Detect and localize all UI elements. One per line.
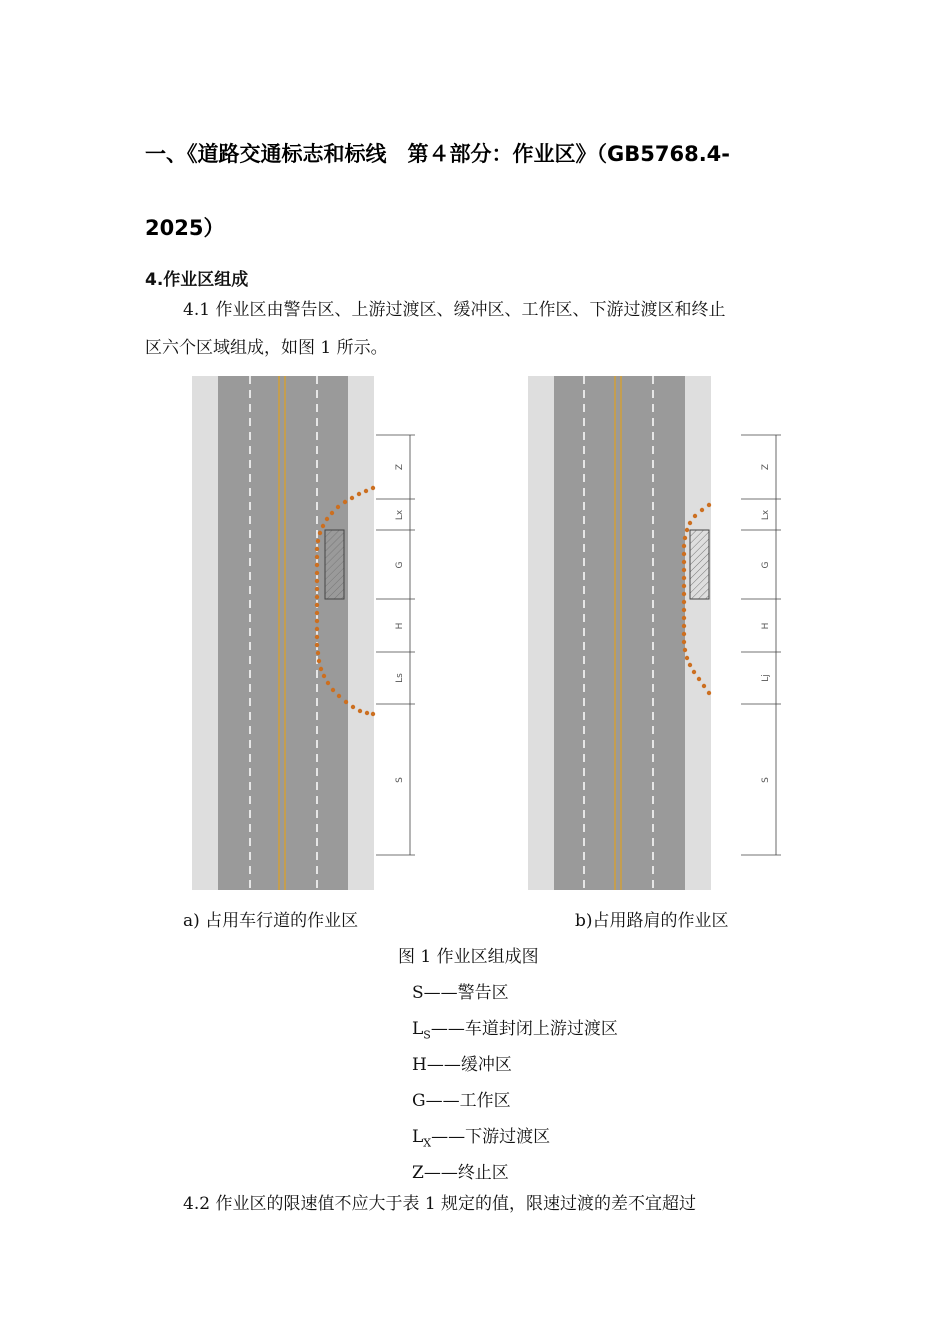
legend-item: $L_X——$下游过渡区 — [412, 1127, 551, 1150]
dim-label-g: G — [761, 561, 771, 569]
dim-label-z: Z — [395, 463, 405, 471]
right-shoulder — [685, 376, 711, 890]
section-title: 4.作业区组成 — [145, 270, 249, 290]
dim-label-lj: Lj — [761, 674, 771, 682]
right-shoulder — [348, 376, 374, 890]
page-heading-line2: 2025） — [145, 216, 225, 240]
page-heading-line1: 一、《道路交通标志和标线 第４部分：作业区》（GB5768.4- — [145, 142, 730, 166]
dimension-labels — [761, 464, 771, 783]
caption-diagram-a: a) 占用车行道的作业区 — [183, 911, 359, 931]
dim-label-h: H — [395, 622, 405, 630]
dimension-lines — [741, 435, 781, 855]
diagram-shoulder-work-zone — [526, 375, 786, 891]
paragraph-4-1-line2: 区六个区域组成，如图 1 所示。 — [145, 338, 388, 358]
legend-item: Z——终止区 — [412, 1163, 509, 1183]
paragraph-4-2-line1: 4.2 作业区的限速值不应大于表 1 规定的值，限速过渡的差不宜超过 — [183, 1194, 697, 1214]
dim-label-ls: Ls — [395, 673, 405, 683]
dim-label-g: G — [395, 561, 405, 569]
dim-label-s: S — [395, 777, 405, 783]
legend-item: H——缓冲区 — [412, 1055, 512, 1075]
dim-label-h: H — [761, 622, 771, 630]
legend-item: $L_S——$车道封闭上游过渡区 — [412, 1019, 618, 1042]
figure-title: 图 1 作业区组成图 — [398, 947, 539, 967]
legend-item: S——警告区 — [412, 983, 509, 1003]
left-shoulder — [192, 376, 218, 890]
dim-label-z: Z — [761, 463, 771, 471]
dimension-lines — [376, 435, 415, 855]
work-area-box — [325, 530, 344, 599]
left-shoulder — [528, 376, 554, 890]
road-surface — [218, 376, 348, 890]
dim-label-s: S — [761, 777, 771, 783]
dim-label-lx: Lx — [761, 509, 771, 521]
legend-item: G——工作区 — [412, 1091, 511, 1111]
caption-diagram-b: b)占用路肩的作业区 — [575, 911, 729, 931]
dim-label-lx: Lx — [395, 509, 405, 521]
road-surface — [554, 376, 685, 890]
work-area-box — [690, 530, 709, 599]
dimension-labels — [395, 464, 405, 783]
paragraph-4-1-line1: 4.1 作业区由警告区、上游过渡区、缓冲区、工作区、下游过渡区和终止 — [183, 300, 726, 320]
diagram-lane-work-zone — [190, 375, 430, 891]
